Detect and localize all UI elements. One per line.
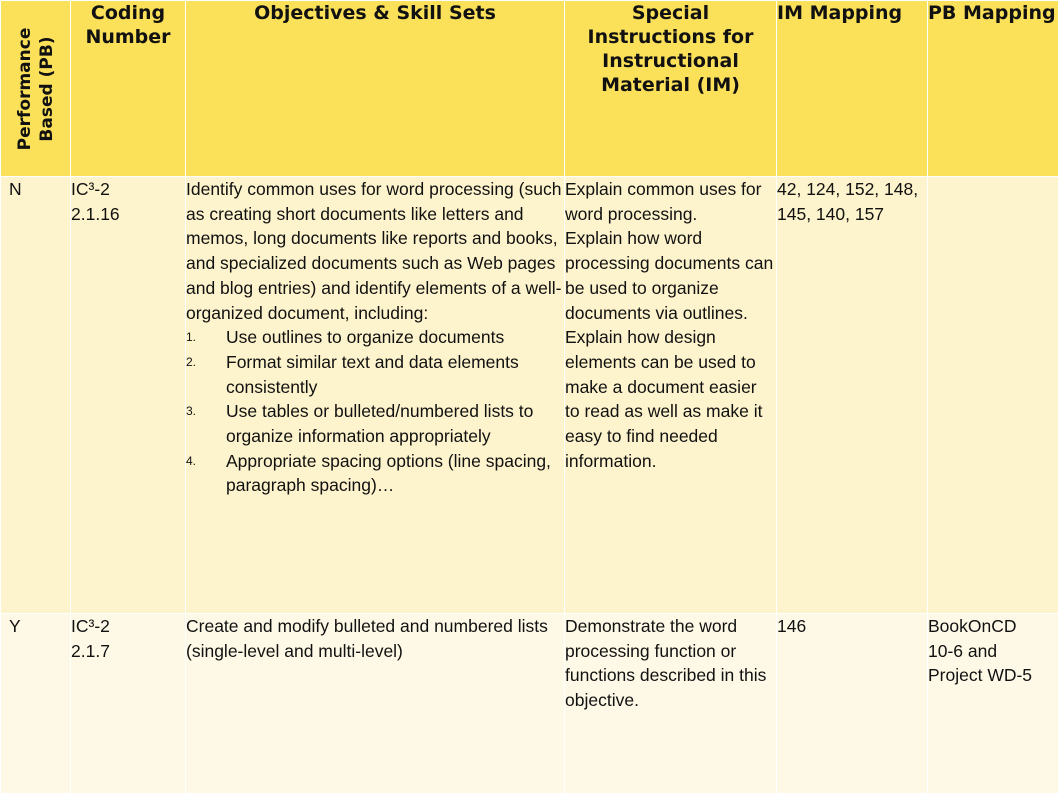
cell-special-instructions: Demonstrate the word processing function or functions described in this objective. bbox=[565, 614, 777, 794]
objective-intro: Identify common uses for word processing (such as creating short documents like letters and memos, long documents like reports and books, and specialized documents such as Web pages and blog entries) and identify elements of a well-organized document, including: bbox=[186, 179, 562, 323]
header-im-mapping: IM Mapping bbox=[777, 1, 928, 177]
cell-im-mapping: 146 bbox=[777, 614, 928, 794]
cell-im-mapping: 42, 124, 152, 148, 145, 140, 157 bbox=[777, 177, 928, 614]
cell-coding-number bbox=[71, 177, 186, 614]
header-pb-label: Performance Based (PB) bbox=[15, 27, 57, 151]
code-line: 2.1.7 bbox=[71, 640, 110, 661]
list-number: 3. bbox=[186, 404, 197, 419]
code-line: IC³-2 bbox=[71, 616, 110, 636]
cell-pb: N bbox=[1, 177, 71, 614]
list-text: Use tables or bulleted/numbered lists to organize information appropriately bbox=[226, 401, 534, 447]
objective-list bbox=[186, 325, 564, 498]
header-performance-based bbox=[1, 1, 71, 177]
cell-pb: Y bbox=[1, 614, 71, 794]
list-item bbox=[186, 449, 564, 498]
header-coding-number: Coding Number bbox=[71, 1, 186, 177]
header-pb-mapping: PB Mapping bbox=[928, 1, 1058, 177]
list-item bbox=[186, 350, 564, 399]
code-line: IC³-2 bbox=[71, 179, 110, 199]
list-number: 4. bbox=[186, 453, 197, 468]
list-number: 2. bbox=[186, 354, 197, 369]
cell-coding-number bbox=[71, 614, 186, 794]
cell-objectives: Create and modify bulleted and numbered lists (single-level and multi-level) bbox=[186, 614, 565, 794]
cell-objectives bbox=[186, 177, 565, 614]
code-line: 2.1.16 bbox=[71, 203, 120, 224]
header-special-instructions: Special Instructions for Instructional Material (IM) bbox=[565, 1, 777, 177]
list-text: Appropriate spacing options (line spacing, paragraph spacing)… bbox=[226, 450, 551, 496]
special-para: Explain how design elements can be used to make a document easier to read as well as make it easy to find needed information. bbox=[565, 327, 763, 471]
list-item bbox=[186, 325, 564, 350]
list-number: 1. bbox=[186, 330, 197, 345]
cell-pb-mapping bbox=[928, 614, 1058, 794]
pb-mapping-line: 10-6 and bbox=[928, 640, 998, 661]
cell-special-instructions bbox=[565, 177, 777, 614]
pb-mapping-line: BookOnCD bbox=[928, 616, 1017, 636]
special-para: Explain common uses for word processing. bbox=[565, 179, 762, 224]
pb-mapping-line: Project WD-5 bbox=[928, 665, 1033, 686]
table-header bbox=[1, 1, 1058, 177]
list-text: Format similar text and data elements consistently bbox=[226, 351, 519, 397]
table-row bbox=[1, 614, 1058, 794]
list-item bbox=[186, 399, 564, 448]
table-row bbox=[1, 177, 1058, 614]
cell-pb-mapping bbox=[928, 177, 1058, 614]
list-text: Use outlines to organize documents bbox=[226, 327, 505, 348]
header-objectives: Objectives & Skill Sets bbox=[186, 1, 565, 177]
special-para: Explain how word processing documents can be used to organize documents via outlines. bbox=[565, 228, 774, 323]
